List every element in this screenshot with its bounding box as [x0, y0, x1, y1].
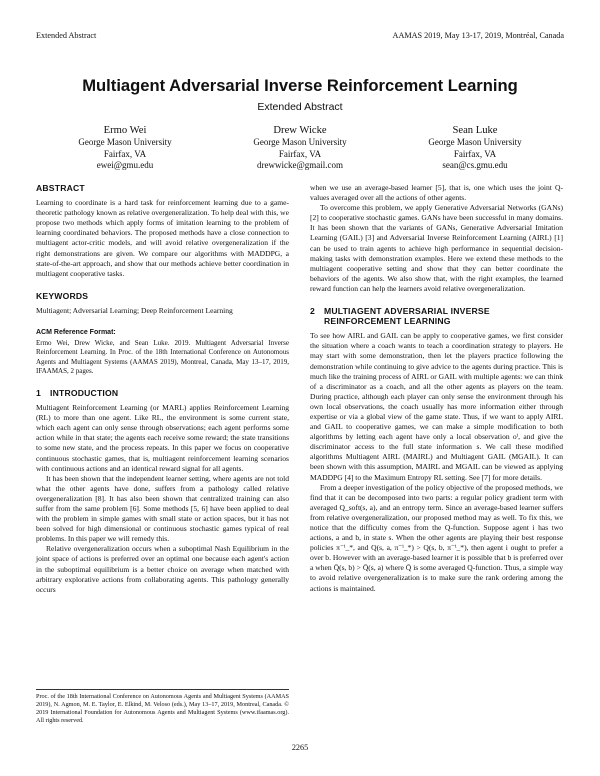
section-number: 1 — [36, 387, 41, 398]
author-3 — [390, 124, 560, 172]
intro-continuation: when we use an average-based learner [5], that is, one which uses the joint Q-values averaged over all the actions of other agents. — [310, 183, 563, 203]
section-title-line2: REINFORCEMENT LEARNING — [324, 316, 451, 327]
intro-paragraph: Relative overgeneralization occurs when a suboptimal Nash Equilibrium in the joint space of actions is preferred over an optimal one because each agent's action in the suboptimal equilibrium is a better choice on average when matched with arbitrary explorative actions from collaborating agents. This pathology generally occurs — [36, 544, 289, 594]
section-2-heading — [310, 306, 563, 326]
author-name: Drew Wicke — [273, 125, 327, 136]
section-title: INTRODUCTION — [50, 387, 119, 398]
acm-reference-text: Ermo Wei, Drew Wicke, and Sean Luke. 2019. Multiagent Adversarial Inverse Reinforcement Learning. In Proc. of the 18th International Conference on Autonomous Agents and Multiagent Systems (AAMAS 2019), Montreal, Canada, May 13–17, 2019, IFAAMAS, 2 pages. — [36, 339, 289, 375]
author-affiliation: George Mason University — [78, 137, 172, 147]
abstract-heading: ABSTRACT — [36, 183, 85, 193]
author-location: Fairfax, VA — [103, 148, 147, 159]
paper-subtitle: Extended Abstract — [257, 101, 343, 113]
keywords-text: Multiagent; Adversarial Learning; Deep Reinforcement Learning — [36, 305, 233, 315]
running-header-left: Extended Abstract — [36, 31, 97, 40]
author-1 — [40, 124, 210, 172]
author-affiliation: George Mason University — [428, 137, 522, 147]
copyright-footnote: Proc. of the 18th International Conference on Autonomous Agents and Multiagent Systems (AAMAS 2019), N. Agmon, M. E. Taylor, E. Elkind, M. Veloso (eds.), May 13–17, 2019, Montreal, Canada. © 2019 International Foundation for Autonomous Agents and Multiagent Systems (www.ifaamas.org). All rights reserved. — [36, 689, 289, 725]
intro-paragraph: To overcome this problem, we apply Generative Adversarial Networks (GANs) [2] to cooperative stochastic games. GANs have been successful in many domains. It has been shown that the variants of GANs, Generative Adversarial Imitation Learning (GAIL) [3] and Adversarial Inverse Reinforcement Learning (AIRL) [1] can be used to train agents to achieve high performance in sequential decision-making tasks with demonstration examples. Here we extend these methods to the multiagent cooperative setting and show that they can better coordinate the behaviors of the agents. We also show that, with the right examples, the learned reward function can help the learners avoid relative overgeneralization. — [310, 203, 563, 293]
author-name: Sean Luke — [452, 125, 498, 136]
left-column — [36, 183, 289, 595]
page-number: 2265 — [291, 743, 309, 752]
author-2 — [215, 124, 385, 172]
section-2-paragraph: From a deeper investigation of the policy objective of the proposed methods, we find that it can be decomposed into two parts: a regular policy gradient term with averaged Q_soft(s, a), and an entropy term. Since an average-based learner suffers from relative overgeneralization, our proposed method may as well. To fix this, we notice that the difficulty comes from the Q-function. Suppose agent i has two actions, a and b, in state s. When the other agents are playing their best response policies π⁻ⁱ_*, and Q(s, a, π⁻ⁱ_*) > Q(s, b, π⁻ⁱ_*), then agent i ought to prefer a over b. However with an average-based learner it is possible that b is preferred over a when Q̄(s, b) > Q̄(s, a) where Q̄ is some averaged Q-function. Thus, a simple way to avoid relative overgeneralization is to make sure the rank ordering among the actions is maintained. — [310, 482, 563, 593]
right-column — [310, 183, 563, 594]
author-block — [40, 124, 560, 172]
section-1-heading — [36, 388, 289, 398]
intro-paragraph: It has been shown that the independent learner setting, where agents are not told what the other agents have done, suffers from a pathology called relative overgeneralization [8]. It has also been shown that centralized training can also suffer from the same problem [6]. Some methods [5, 6] have been applied to deal with the problem in simple games with small state or action spaces, but it has not been solved for high dimensional or continuous stochastic games typical of real problems. In this paper we will remedy this. — [36, 473, 289, 544]
section-2-paragraph: To see how AIRL and GAIL can be apply to cooperative games, we first consider the situation where a coach wants to teach a coordination strategy to players. He may start with some demonstration, then let the players practice following the demonstration while continuing to give advice to the agents during practice. This is much like the training process of AIRL or GAIL with multiple agents: we can think of a discriminator as a coach, and all the other agents as players on the team. During practice, although each player can only sense the environment through his own local observations, the coach usually has more information either through expertise or via a global view of the game state. Thus, if we want to apply AIRL and GAIL to cooperative games, we can make a simple modification to both algorithms by letting each agent have only a local observation oⁱ, and give the discriminator access to the full state information s. We call these modified algorithms Multiagent AIRL (MAIRL) and Multiagent GAIL (MGAIL). It can been shown with this assumption, MAIRL and MGAIL can be viewed as applying MADDPG [4] to the Maximum Entropy RL setting. See [7] for more details. — [310, 331, 563, 482]
section-number: 2 — [310, 306, 315, 317]
author-email: drewwicke@gmail.com — [256, 160, 343, 170]
author-location: Fairfax, VA — [453, 148, 497, 159]
section-title-line1: MULTIAGENT ADVERSARIAL INVERSE — [324, 306, 490, 317]
acm-reference-heading: ACM Reference Format: — [36, 329, 116, 337]
author-email: sean@cs.gmu.edu — [442, 160, 508, 170]
intro-paragraph: Multiagent Reinforcement Learning (or MARL) applies Reinforcement Learning (RL) to more than one agent. Like RL, the environment is some current state, which each agent can only sense through observations; each agent performs some action while in that state; the agents each receive some reward; the state transitions to some new state, and the process repeats. In this paper we focus on cooperative continuous stochastic games, that is, multiagent reinforcement learning scenarios with continuous actions and an identical reward signal for all agents. — [36, 403, 289, 473]
keywords-heading: KEYWORDS — [36, 290, 89, 301]
author-name: Ermo Wei — [103, 125, 147, 136]
running-header-right: AAMAS 2019, May 13-17, 2019, Montréal, Canada — [392, 31, 564, 40]
author-affiliation: George Mason University — [253, 137, 347, 147]
abstract-text: Learning to coordinate is a hard task for reinforcement learning due to a game-theoretic pathology known as relative overgeneralization. To help deal with this, we propose two methods which apply forms of imitation learning to the problem of learning coordinated behaviors. The proposed methods have a close connection to multiagent actor-critic models, and will avoid relative overgeneralization if the right demonstrations are given. We compare our algorithms with MADDPG, a state-of-the-art approach, and show that our methods achieve better coordination in multiagent cooperative tasks. — [36, 198, 289, 278]
author-location: Fairfax, VA — [278, 148, 322, 159]
author-email: ewei@gmu.edu — [96, 160, 154, 170]
paper-title: Multiagent Adversarial Inverse Reinforcement Learning — [82, 76, 518, 95]
